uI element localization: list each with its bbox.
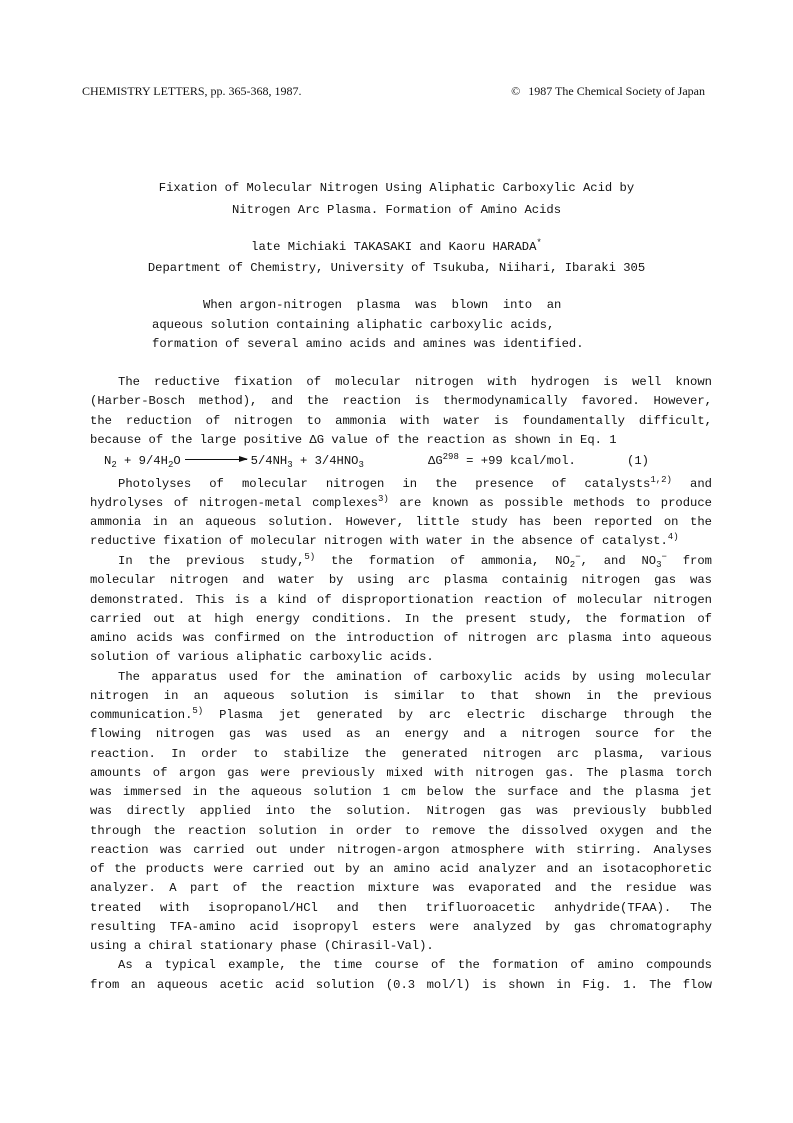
body-line: Photolyses of molecular nitrogen in the presence of catalysts$^{1,2)}$ and (118, 475, 712, 491)
copyright-icon: © (511, 84, 521, 98)
copyright-notice (511, 84, 705, 99)
body-line: the reduction of nitrogen to ammonia with water is foundamentally difficult, (90, 414, 712, 428)
body-line: flowing nitrogen gas was used as an energy and a nitrogen source for the (90, 727, 712, 741)
paper-title-line-1: Fixation of Molecular Nitrogen Using Aliphatic Carboxylic Acid by (158, 181, 635, 195)
body-line: analyzer. A part of the reaction mixture was evaporated and the residue was (90, 881, 712, 895)
citation-ref: 1,2) (650, 475, 672, 485)
body-line: using a chiral stationary phase (Chirasil-Val). (90, 939, 434, 953)
equation-number: (1) (627, 454, 649, 468)
body-line: because of the large positive ΔG value of the reaction as shown in Eq. 1 (90, 433, 617, 447)
citation-ref: 3) (377, 494, 389, 504)
body-line: from an aqueous acetic acid solution (0.3 mol/l) is shown in Fig. 1. The flow (90, 978, 712, 992)
citation-ref: 4) (667, 532, 679, 542)
body-line: demonstrated. This is a kind of disproportionation reaction of molecular nitrogen (90, 593, 712, 607)
body-line: amounts of argon gas were previously mixed with nitrogen gas. The plasma torch (90, 766, 712, 780)
body-line: ammonia in an aqueous solution. However, little study has been reported on the (90, 515, 712, 529)
abstract-line-1: When argon-nitrogen plasma was blown into an (203, 298, 562, 312)
body-line: reductive fixation of molecular nitrogen with water in the absence of catalyst.$^{4)}$ (90, 532, 679, 548)
body-line: molecular nitrogen and water by using arc plasma containig nitrogen gas was (90, 573, 712, 587)
reaction-arrow-icon (185, 459, 247, 460)
journal-citation: CHEMISTRY LETTERS, pp. 365-368, 1987. (82, 84, 302, 98)
body-line: amino acids was confirmed on the introduction of nitrogen arc plasma into aqueous (90, 631, 712, 645)
equation-1: $N_2 + 9/4H_2O$ $5/4NH_3 + 3/4HNO_3$ (104, 454, 364, 470)
body-line: solution of various aliphatic carboxylic acids. (90, 650, 434, 664)
body-line: carried out at high energy conditions. In the present study, the formation of (90, 612, 712, 626)
body-line: The apparatus used for the amination of carboxylic acids by using molecular (118, 670, 712, 684)
body-line: reaction was carried out under nitrogen-argon atmosphere with stirring. Analyses (90, 843, 712, 857)
body-line: was directly applied into the solution. Nitrogen gas was previously bubbled (90, 804, 712, 818)
equation-1-free-energy: $\Delta G^{298} = +99$ kcal/mol. (428, 452, 576, 468)
body-line: of the products were carried out by an amino acid analyzer and an isotacophoretic (90, 862, 712, 876)
body-line: In the previous study,$^{5)}$ the formation of ammonia, $NO_2^-$, and $NO_3^-$ from (118, 552, 712, 570)
body-line: nitrogen in an aqueous solution is similar to that shown in the previous (90, 689, 712, 703)
abstract-line-2: aqueous solution containing aliphatic carboxylic acids, (152, 318, 555, 332)
corresponding-author-mark: * (536, 238, 542, 248)
body-line: hydrolyses of nitrogen-metal complexes$^{3)}$ are known as possible methods to produce (90, 494, 712, 510)
body-line: communication.$^{5)}$ Plasma jet generated by arc electric discharge through the (90, 706, 712, 722)
body-line: As a typical example, the time course of the formation of amino compounds (118, 958, 712, 972)
body-line: through the reaction solution in order to remove the dissolved oxygen and the (90, 824, 712, 838)
copyright-text: 1987 The Chemical Society of Japan (528, 84, 705, 98)
body-line: was immersed in the aqueous solution 1 cm below the surface and the plasma jet (90, 785, 712, 799)
citation-ref: 5) (192, 706, 204, 716)
body-line: resulting TFA-amino acid isopropyl esters were analyzed by gas chromatography (90, 920, 712, 934)
authors (0, 240, 793, 254)
abstract-line-3: formation of several amino acids and amines was identified. (152, 337, 584, 351)
paper-title-line-2: Nitrogen Arc Plasma. Formation of Amino Acids (231, 203, 562, 217)
body-line: (Harber-Bosch method), and the reaction is thermodynamically favored. However, (90, 394, 712, 408)
affiliation: Department of Chemistry, University of Tsukuba, Niihari, Ibaraki 305 (147, 261, 646, 275)
body-line: treated with isopropanol/HCl and then trifluoroacetic anhydride(TFAA). The (90, 901, 712, 915)
author-names: late Michiaki TAKASAKI and Kaoru HARADA (251, 240, 537, 254)
body-line: The reductive fixation of molecular nitrogen with hydrogen is well known (118, 375, 712, 389)
citation-ref: 5) (304, 552, 316, 562)
body-line: reaction. In order to stabilize the generated nitrogen arc plasma, various (90, 747, 712, 761)
